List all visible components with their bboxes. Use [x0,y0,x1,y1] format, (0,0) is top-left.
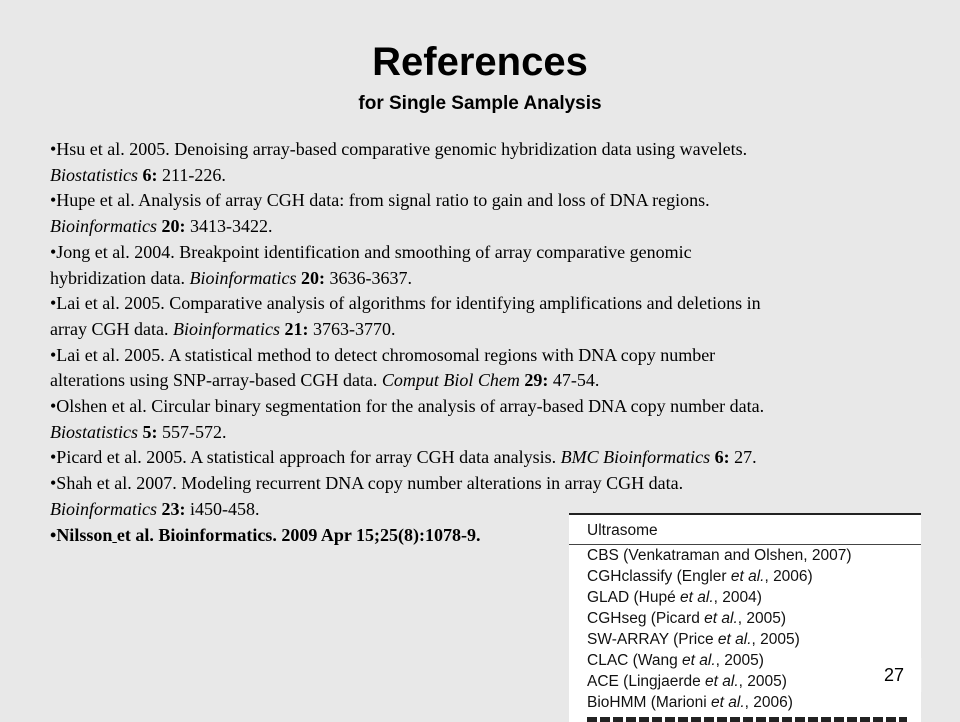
method-row [587,693,793,713]
method-row [587,567,813,587]
methods-table-header: Ultrasome [587,522,658,539]
reference-line: •Hupe et al. Analysis of array CGH data: from signal ratio to gain and loss of DNA regions. [50,190,710,211]
method-name: SW-ARRAY (Price [587,631,718,648]
volume: 5: [142,421,158,442]
reference-author: Nilsson [56,524,113,545]
method-name: CGHclassify (Engler [587,568,731,585]
reference-line: •Hsu et al. 2005. Denoising array-based comparative genomic hybridization data using wavelets. [50,139,748,159]
journal-name: Comput Biol Chem [381,370,520,391]
method-row [587,651,764,671]
volume: 6: [142,164,158,185]
method-year: , 2005) [737,610,787,627]
reference-item-hupe [50,188,930,239]
bullet: • [50,524,57,545]
journal-name: Bioinformatics [50,216,157,237]
reference-text: et al. Bioinformatics. 2009 Apr 15;25(8):1078-9. [116,524,481,545]
pages: 3636-3637. [329,267,412,288]
volume: 6: [714,447,730,468]
table-divider [569,544,921,545]
journal-name: Biostatistics [50,164,139,185]
reference-item-jong [50,240,930,291]
reference-line: •Shah et al. 2007. Modeling recurrent DNA copy number alterations in array CGH data. [50,473,684,494]
reference-line: •Jong et al. 2004. Breakpoint identification and smoothing of array comparative genomic [50,241,692,262]
method-name: CBS (Venkatraman and Olshen, 2007) [587,547,852,564]
volume: 21: [284,318,309,339]
method-name: BioHMM (Marioni [587,694,712,711]
method-row [587,630,800,650]
pages: 557-572. [162,421,227,442]
method-name: GLAD (Hupé [587,589,681,606]
journal-name: Bioinformatics [189,267,297,288]
volume: 20: [161,216,186,237]
slide-title: References [372,40,588,84]
method-year: , 2006) [764,568,813,585]
reference-text: array CGH data. [50,318,169,339]
method-year: , 2005) [751,631,800,648]
reference-line: •Lai et al. 2005. Comparative analysis of algorithms for identifying amplifications and deletions in [50,293,761,314]
method-et-al: et al. [711,694,745,711]
method-et-al: et al. [680,589,714,606]
method-name: ACE (Lingjaerde [587,673,706,690]
method-year: , 2004) [713,589,762,606]
method-et-al: et al. [682,652,716,669]
method-row [587,546,852,566]
method-row [587,588,762,608]
pages: 27. [734,447,757,468]
reference-item-lai-1 [50,291,930,342]
method-et-al: et al. [730,568,765,585]
reference-text: alterations using SNP-array-based CGH data. [50,370,378,391]
reference-line: •Lai et al. 2005. A statistical method to detect chromosomal regions with DNA copy number [50,344,716,365]
method-year: , 2006) [744,694,793,711]
slide-subtitle: for Single Sample Analysis [358,93,602,114]
method-name: CLAC (Wang [587,652,683,669]
method-year: , 2005) [715,652,764,669]
method-row [587,672,787,692]
volume: 20: [300,267,325,288]
pages: 3413-3422. [190,216,273,237]
reference-item-olshen [50,394,930,445]
reference-text: •Picard et al. 2005. A statistical approach for array CGH data analysis. [50,447,557,468]
pages: 47-54. [552,370,600,391]
pages: 3763-3770. [312,318,396,339]
volume: 23: [161,498,186,519]
journal-name: Biostatistics [50,421,139,442]
method-et-al: et al. [717,631,752,648]
reference-item-picard [50,445,930,471]
pages: i450-458. [190,498,260,519]
reference-list [50,137,930,548]
reference-text: hybridization data. [50,267,185,288]
pages: 211-226. [162,164,226,185]
method-et-al: et al. [705,673,739,690]
method-row [587,609,786,629]
reference-item-lai-2 [50,343,930,394]
reference-line: •Olshen et al. Circular binary segmentation for the analysis of array-based DNA copy number data. [50,396,765,417]
volume: 29: [524,370,549,391]
page-number: 27 [866,658,922,692]
method-name: CGHseg (Picard [587,610,705,627]
journal-name: Bioinformatics [50,498,157,519]
method-year: , 2005) [738,673,787,690]
method-et-al: et al. [704,610,738,627]
reference-item-hsu [50,137,930,188]
journal-name: BMC Bioinformatics [560,447,711,468]
journal-name: Bioinformatics [172,318,280,339]
